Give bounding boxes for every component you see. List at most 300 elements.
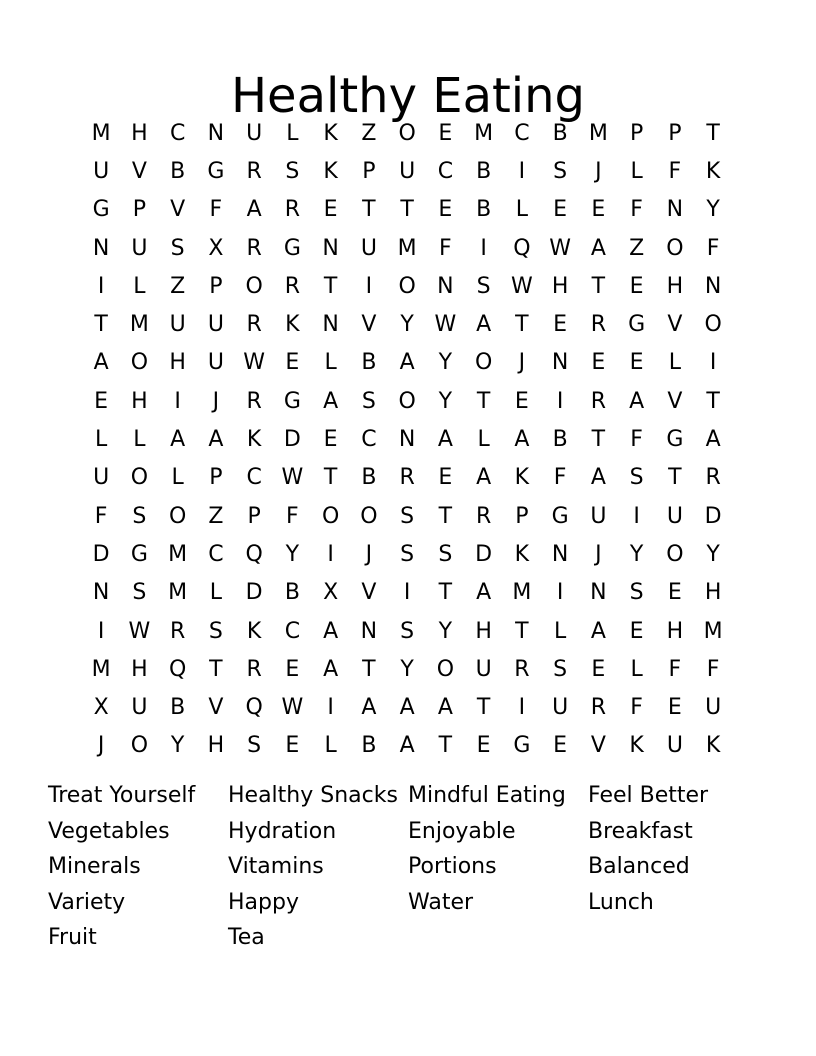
grid-cell[interactable]: A (93, 350, 109, 376)
grid-cell[interactable]: C (169, 120, 186, 146)
grid-cell[interactable]: L (133, 427, 146, 453)
grid-cell[interactable]: O (398, 120, 416, 146)
grid-cell[interactable]: E (667, 695, 682, 721)
grid-cell[interactable]: H (666, 273, 684, 299)
grid-cell[interactable]: Y (400, 656, 414, 682)
grid-cell[interactable]: N (92, 235, 110, 261)
word-list (48, 778, 768, 956)
grid-cell[interactable]: L (477, 427, 490, 453)
grid-cell[interactable]: I (518, 695, 526, 721)
grid-cell[interactable]: T (591, 273, 606, 299)
grid-cell[interactable]: N (322, 312, 339, 338)
grid-cell[interactable]: S (629, 465, 644, 491)
grid-cell[interactable]: X (323, 580, 339, 606)
grid-cell[interactable]: X (93, 695, 109, 721)
word-list-item: Minerals (48, 854, 141, 879)
grid-cell[interactable]: L (630, 656, 643, 682)
grid-cell[interactable]: W (549, 235, 571, 261)
grid-cell[interactable]: F (209, 197, 223, 223)
grid-cell[interactable]: R (246, 158, 262, 184)
grid-cell[interactable]: L (515, 197, 528, 223)
grid-cell[interactable]: N (437, 273, 454, 299)
grid-cell[interactable]: U (93, 465, 110, 491)
word-list-item: Vegetables (48, 818, 170, 844)
grid-cell[interactable]: J (365, 541, 373, 567)
grid-cell[interactable]: C (437, 158, 454, 184)
grid-cell[interactable]: A (399, 350, 415, 376)
word-list-item: Breakfast (588, 818, 693, 844)
grid-cell[interactable]: M (91, 656, 111, 682)
grid-cell[interactable]: T (438, 580, 453, 606)
grid-cell[interactable]: G (513, 733, 531, 759)
word-list-item: Vitamins (228, 854, 324, 879)
grid-cell[interactable]: R (246, 235, 262, 261)
grid-cell[interactable]: G (551, 503, 569, 529)
grid-cell[interactable]: Y (438, 388, 453, 414)
grid-cell[interactable]: A (323, 618, 339, 644)
grid-cell[interactable]: H (169, 350, 186, 376)
grid-cell[interactable]: S (247, 733, 262, 759)
grid-cell[interactable]: G (283, 388, 301, 414)
grid-cell[interactable]: U (246, 120, 263, 146)
grid-cell[interactable]: O (168, 503, 187, 529)
grid-cell[interactable]: F (630, 197, 643, 223)
puzzle-title: Healthy Eating (230, 68, 586, 125)
grid-cell[interactable]: Y (629, 541, 644, 567)
grid-cell[interactable]: E (285, 733, 300, 759)
grid-cell[interactable]: A (590, 618, 606, 644)
grid-cell[interactable]: E (667, 580, 682, 606)
grid-cell[interactable]: U (207, 312, 224, 338)
grid-cell[interactable]: S (208, 618, 223, 644)
grid-cell[interactable]: J (97, 733, 105, 759)
grid-cell[interactable]: R (475, 503, 492, 529)
grid-cell[interactable]: G (130, 541, 148, 567)
word-list-item: Fruit (48, 925, 97, 950)
grid-cell[interactable]: M (512, 580, 532, 606)
grid-cell[interactable]: A (590, 235, 606, 261)
grid-cell[interactable]: E (591, 656, 606, 682)
grid-cell[interactable]: A (629, 388, 645, 414)
grid-cell[interactable]: Y (706, 541, 720, 567)
grid-cell[interactable]: W (128, 618, 151, 644)
grid-cell[interactable]: V (667, 312, 683, 338)
grid-cell[interactable]: K (705, 158, 721, 184)
grid-cell[interactable]: R (246, 312, 262, 338)
grid-cell[interactable]: W (281, 465, 304, 491)
grid-cell[interactable]: T (515, 312, 529, 338)
grid-cell[interactable]: T (668, 465, 682, 491)
grid-cell[interactable]: T (362, 197, 376, 223)
grid-cell[interactable]: E (629, 350, 644, 376)
grid-cell[interactable]: Q (513, 235, 531, 261)
grid-cell[interactable]: K (514, 465, 530, 491)
grid-cell[interactable]: A (476, 465, 492, 491)
grid-cell[interactable]: S (400, 503, 415, 529)
grid-cell[interactable]: T (94, 312, 108, 338)
grid-cell[interactable]: N (704, 273, 722, 299)
grid-cell[interactable]: U (169, 312, 186, 338)
grid-cell[interactable]: U (93, 158, 110, 184)
grid-cell[interactable]: C (246, 465, 262, 491)
grid-cell[interactable]: V (208, 695, 224, 721)
grid-cell[interactable]: Z (208, 503, 224, 529)
grid-cell[interactable]: T (323, 273, 338, 299)
grid-cell[interactable]: W (510, 273, 533, 299)
grid-cell[interactable]: O (436, 656, 455, 682)
word-list-item: Portions (408, 854, 497, 879)
grid-cell[interactable]: C (514, 120, 530, 146)
grid-cell[interactable]: A (437, 695, 453, 721)
grid-cell[interactable]: O (666, 235, 684, 261)
grid-cell[interactable]: I (709, 350, 717, 376)
grid-cell[interactable]: G (283, 235, 301, 261)
grid-cell[interactable]: T (476, 388, 491, 414)
grid-cell[interactable]: E (553, 197, 568, 223)
grid-cell[interactable]: M (397, 235, 417, 261)
grid-cell[interactable]: E (323, 197, 338, 223)
grid-cell[interactable]: U (705, 695, 722, 721)
grid-cell[interactable]: M (168, 541, 188, 567)
grid-cell[interactable]: L (94, 427, 108, 453)
grid-cell[interactable]: R (590, 695, 607, 721)
grid-cell[interactable]: N (551, 350, 569, 376)
grid-cell[interactable]: K (629, 733, 644, 759)
grid-cell[interactable]: I (365, 273, 373, 299)
grid-cell[interactable]: G (92, 197, 110, 223)
grid-cell[interactable]: N (92, 580, 110, 606)
grid-cell[interactable]: Q (168, 656, 187, 682)
grid-cell[interactable]: V (170, 197, 186, 223)
grid-cell[interactable]: E (591, 350, 606, 376)
grid-cell[interactable]: X (208, 235, 224, 261)
grid-cell[interactable]: N (551, 541, 569, 567)
grid-cell[interactable]: S (438, 541, 453, 567)
grid-cell[interactable]: O (704, 312, 722, 338)
grid-cell[interactable]: T (209, 656, 223, 682)
grid-cell[interactable]: I (556, 388, 564, 414)
grid-cell[interactable]: O (474, 350, 493, 376)
grid-cell[interactable]: S (400, 541, 415, 567)
grid-cell[interactable]: B (170, 695, 186, 721)
grid-cell[interactable]: B (361, 465, 377, 491)
grid-cell[interactable]: T (515, 618, 529, 644)
grid-cell[interactable]: E (438, 120, 453, 146)
grid-cell[interactable]: A (514, 427, 530, 453)
grid-cell[interactable]: P (209, 273, 223, 299)
grid-cell[interactable]: S (476, 273, 491, 299)
grid-cell[interactable]: T (591, 427, 606, 453)
grid-cell[interactable]: B (361, 733, 377, 759)
grid-cell[interactable]: L (133, 273, 146, 299)
grid-cell[interactable]: H (475, 618, 492, 644)
grid-cell[interactable]: Y (400, 312, 414, 338)
grid-cell[interactable]: D (92, 541, 110, 567)
grid-cell[interactable]: F (706, 235, 720, 261)
grid-cell[interactable]: F (286, 503, 299, 529)
grid-cell[interactable]: G (207, 158, 225, 184)
grid-cell[interactable]: L (286, 120, 299, 146)
grid-cell[interactable]: T (438, 733, 453, 759)
grid-cell[interactable]: O (130, 733, 149, 759)
grid-cell[interactable]: E (476, 733, 491, 759)
grid-cell[interactable]: L (630, 158, 643, 184)
grid-cell[interactable]: V (361, 580, 377, 606)
grid-cell[interactable]: E (323, 427, 338, 453)
grid-cell[interactable]: T (323, 465, 338, 491)
grid-cell[interactable]: O (130, 465, 149, 491)
grid-cell[interactable]: A (323, 656, 339, 682)
grid-cell[interactable]: E (94, 388, 109, 414)
grid-cell[interactable]: Z (361, 120, 377, 146)
grid-cell[interactable]: C (361, 427, 377, 453)
grid-cell[interactable]: V (590, 733, 606, 759)
grid-cell[interactable]: A (476, 580, 492, 606)
grid-cell[interactable]: J (518, 350, 526, 376)
grid-cell[interactable]: Y (285, 541, 300, 567)
grid-cell[interactable]: V (131, 158, 147, 184)
grid-cell[interactable]: T (476, 695, 491, 721)
letter-grid (82, 114, 732, 765)
grid-cell[interactable]: K (246, 618, 262, 644)
grid-cell[interactable]: I (97, 273, 105, 299)
grid-cell[interactable]: O (321, 503, 340, 529)
grid-cell[interactable]: F (668, 656, 682, 682)
grid-cell[interactable]: M (168, 580, 188, 606)
grid-cell[interactable]: F (706, 656, 720, 682)
grid-cell[interactable]: N (590, 580, 607, 606)
grid-cell[interactable]: A (437, 427, 453, 453)
grid-cell[interactable]: L (553, 618, 567, 644)
grid-cell[interactable]: F (630, 695, 643, 721)
grid-cell[interactable]: V (667, 388, 683, 414)
grid-cell[interactable]: T (438, 503, 453, 529)
grid-cell[interactable]: M (703, 618, 723, 644)
grid-cell[interactable]: E (438, 197, 453, 223)
grid-cell[interactable]: K (323, 120, 338, 146)
grid-cell[interactable]: U (360, 235, 377, 261)
grid-cell[interactable]: T (400, 197, 414, 223)
grid-cell[interactable]: E (285, 350, 300, 376)
grid-cell[interactable]: J (595, 158, 602, 184)
grid-cell[interactable]: S (132, 503, 147, 529)
grid-cell[interactable]: I (480, 235, 487, 261)
grid-cell[interactable]: I (327, 695, 334, 721)
grid-cell[interactable]: F (553, 465, 567, 491)
grid-cell[interactable]: A (705, 427, 721, 453)
grid-cell[interactable]: I (518, 158, 526, 184)
grid-cell[interactable]: U (475, 656, 492, 682)
grid-cell[interactable]: S (553, 656, 568, 682)
grid-cell[interactable]: P (515, 503, 529, 529)
grid-cell[interactable]: U (666, 733, 683, 759)
grid-cell[interactable]: Q (245, 695, 263, 721)
grid-cell[interactable]: J (595, 541, 602, 567)
grid-cell[interactable]: H (131, 120, 148, 146)
grid-cell[interactable]: E (591, 197, 606, 223)
grid-cell[interactable]: U (207, 350, 224, 376)
grid-cell[interactable]: W (281, 695, 304, 721)
grid-cell[interactable]: B (552, 427, 568, 453)
grid-cell[interactable]: T (362, 656, 376, 682)
grid-cell[interactable]: E (285, 656, 300, 682)
grid-cell[interactable]: K (705, 733, 721, 759)
grid-cell[interactable]: D (475, 541, 493, 567)
grid-cell[interactable]: I (556, 580, 564, 606)
grid-cell[interactable]: L (209, 580, 222, 606)
grid-cell[interactable]: H (131, 388, 148, 414)
grid-cell[interactable]: D (245, 580, 263, 606)
grid-cell[interactable]: S (400, 618, 415, 644)
grid-cell[interactable]: A (361, 695, 377, 721)
grid-cell[interactable]: P (362, 158, 376, 184)
grid-cell[interactable]: R (169, 618, 186, 644)
grid-cell[interactable]: T (706, 388, 720, 414)
grid-cell[interactable]: T (706, 120, 720, 146)
grid-cell[interactable]: A (170, 427, 186, 453)
grid-cell[interactable]: K (323, 158, 338, 184)
grid-cell[interactable]: F (630, 427, 643, 453)
grid-cell[interactable]: U (131, 235, 148, 261)
grid-cell[interactable]: N (207, 120, 225, 146)
grid-cell[interactable]: H (131, 656, 148, 682)
grid-cell[interactable]: I (174, 388, 181, 414)
grid-cell[interactable]: O (245, 273, 263, 299)
grid-cell[interactable]: A (323, 388, 339, 414)
grid-cell[interactable]: Y (706, 197, 720, 223)
grid-cell[interactable]: U (590, 503, 607, 529)
grid-cell[interactable]: O (360, 503, 378, 529)
grid-cell[interactable]: I (633, 503, 640, 529)
grid-cell[interactable]: S (361, 388, 376, 414)
grid-cell[interactable]: L (324, 350, 337, 376)
grid-cell[interactable]: O (130, 350, 149, 376)
grid-cell[interactable]: S (285, 158, 300, 184)
grid-cell[interactable]: O (666, 541, 684, 567)
grid-cell[interactable]: E (438, 465, 453, 491)
grid-cell[interactable]: M (588, 120, 608, 146)
grid-cell[interactable]: R (514, 656, 530, 682)
grid-cell[interactable]: M (474, 120, 494, 146)
grid-cell[interactable]: A (399, 695, 415, 721)
grid-cell[interactable]: Y (438, 618, 453, 644)
grid-cell[interactable]: W (243, 350, 265, 376)
grid-cell[interactable]: P (629, 120, 644, 146)
grid-cell[interactable]: R (705, 465, 721, 491)
word-list-item: Water (408, 889, 474, 915)
grid-cell[interactable]: F (668, 158, 682, 184)
word-list-item: Happy (228, 889, 299, 915)
grid-cell[interactable]: P (247, 503, 261, 529)
grid-cell[interactable]: S (132, 580, 147, 606)
grid-cell[interactable]: F (439, 235, 452, 261)
grid-cell[interactable]: R (399, 465, 415, 491)
grid-cell[interactable]: B (170, 158, 186, 184)
grid-cell[interactable]: S (170, 235, 185, 261)
grid-cell[interactable]: Y (170, 733, 185, 759)
grid-cell[interactable]: H (207, 733, 225, 759)
grid-cell[interactable]: U (399, 158, 416, 184)
grid-cell[interactable]: M (129, 312, 149, 338)
grid-cell[interactable]: H (666, 618, 684, 644)
grid-cell[interactable]: U (131, 695, 148, 721)
grid-cell[interactable]: O (398, 388, 416, 414)
grid-cell[interactable]: K (246, 427, 262, 453)
grid-cell[interactable]: K (514, 541, 530, 567)
grid-cell[interactable]: R (590, 388, 607, 414)
grid-cell[interactable]: N (666, 197, 684, 223)
grid-cell[interactable]: F (94, 503, 108, 529)
grid-cell[interactable]: P (132, 197, 147, 223)
grid-cell[interactable]: O (398, 273, 416, 299)
grid-cell[interactable]: Z (170, 273, 186, 299)
grid-cell[interactable]: B (361, 350, 377, 376)
grid-cell[interactable]: R (590, 312, 607, 338)
grid-cell[interactable]: B (476, 197, 492, 223)
grid-cell[interactable]: I (403, 580, 411, 606)
grid-cell[interactable]: I (97, 618, 105, 644)
grid-cell[interactable]: R (284, 273, 301, 299)
grid-cell[interactable]: E (629, 618, 644, 644)
grid-cell[interactable]: I (327, 541, 334, 567)
grid-cell[interactable]: K (285, 312, 300, 338)
grid-cell[interactable]: S (553, 158, 568, 184)
grid-cell[interactable]: E (629, 273, 644, 299)
grid-cell[interactable]: A (399, 733, 415, 759)
grid-cell[interactable]: L (324, 733, 337, 759)
grid-cell[interactable]: L (171, 465, 184, 491)
grid-cell[interactable]: D (283, 427, 301, 453)
grid-cell[interactable]: V (361, 312, 377, 338)
grid-cell[interactable]: D (704, 503, 722, 529)
grid-cell[interactable]: W (434, 312, 457, 338)
grid-cell[interactable]: A (590, 465, 606, 491)
grid-cell[interactable]: C (284, 618, 301, 644)
grid-cell[interactable]: Q (245, 541, 263, 567)
grid-cell[interactable]: P (668, 120, 682, 146)
grid-cell[interactable]: J (212, 388, 220, 414)
grid-cell[interactable]: G (628, 312, 646, 338)
grid-cell[interactable]: R (284, 197, 301, 223)
grid-cell[interactable]: A (476, 312, 492, 338)
grid-cell[interactable]: U (666, 503, 683, 529)
grid-cell[interactable]: H (551, 273, 569, 299)
grid-cell[interactable]: H (704, 580, 722, 606)
grid-cell[interactable]: E (553, 312, 568, 338)
grid-cell[interactable]: R (246, 388, 262, 414)
grid-cell[interactable]: B (476, 158, 492, 184)
grid-cell[interactable]: U (552, 695, 569, 721)
grid-cell[interactable]: Z (629, 235, 645, 261)
grid-cell[interactable]: A (208, 427, 224, 453)
grid-cell[interactable]: L (668, 350, 681, 376)
grid-cell[interactable]: E (553, 733, 568, 759)
grid-cell[interactable]: S (629, 580, 644, 606)
grid-cell[interactable]: B (284, 580, 300, 606)
grid-cell[interactable]: M (91, 120, 111, 146)
grid-cell[interactable]: C (208, 541, 224, 567)
grid-cell[interactable]: N (398, 427, 416, 453)
grid-cell[interactable]: A (246, 197, 262, 223)
grid-cell[interactable]: R (246, 656, 262, 682)
grid-cell[interactable]: N (322, 235, 339, 261)
grid-cell[interactable]: B (552, 120, 568, 146)
grid-cell[interactable]: P (209, 465, 223, 491)
grid-cell[interactable]: G (666, 427, 684, 453)
grid-cell[interactable]: Y (438, 350, 453, 376)
grid-cell[interactable]: E (514, 388, 529, 414)
grid-cell[interactable]: N (360, 618, 378, 644)
